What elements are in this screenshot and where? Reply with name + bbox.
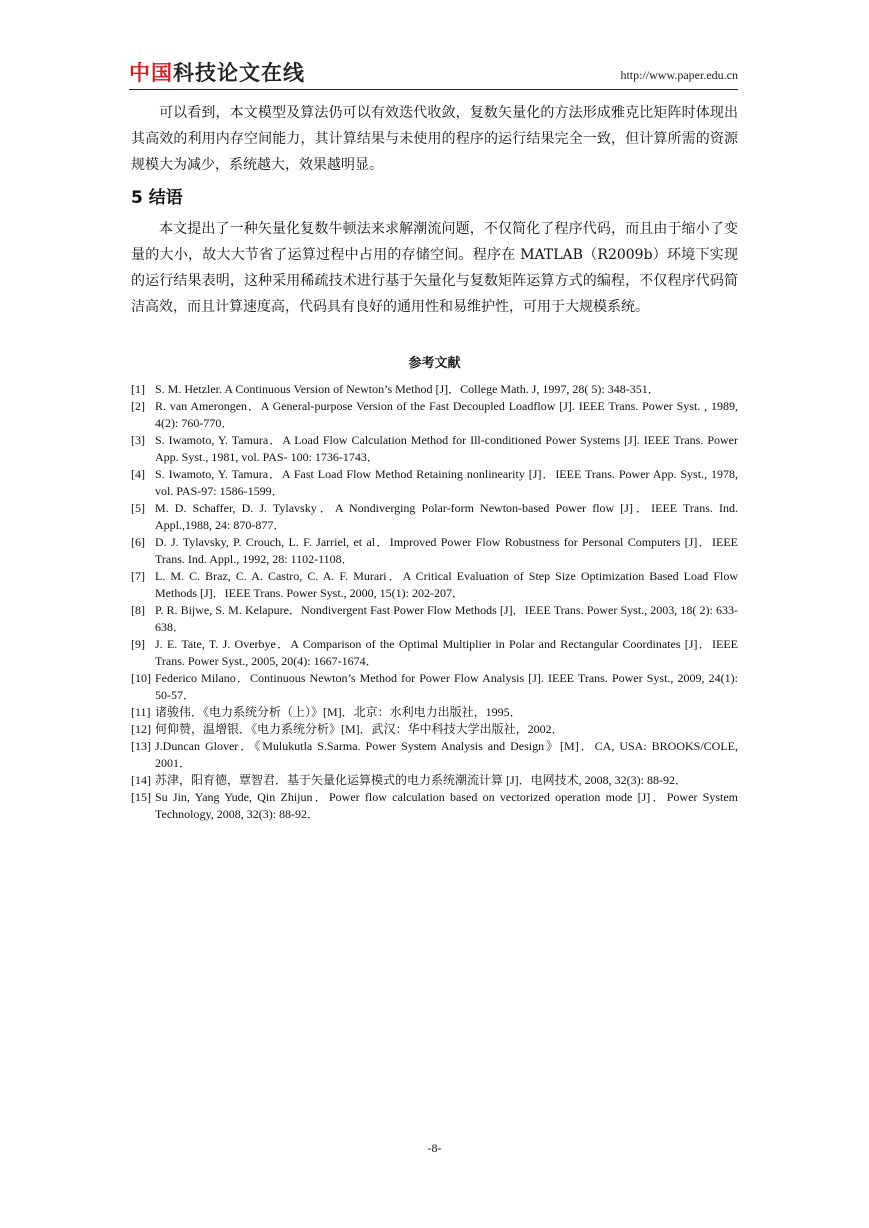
reference-number: [12]: [131, 722, 151, 736]
reference-number: [2]: [131, 399, 145, 413]
reference-item: [131, 466, 738, 500]
reference-number: [10]: [131, 671, 151, 685]
reference-number: [4]: [131, 467, 145, 481]
reference-text: Su Jin, Yang Yude, Qin Zhijun．Power flow calculation based on vectorized operation mode [J]．Power System Technology, 2008, 32(3): 88-92．: [155, 790, 738, 821]
reference-number: [8]: [131, 603, 145, 617]
reference-number: [7]: [131, 569, 145, 583]
reference-number: [5]: [131, 501, 145, 515]
reference-item: [131, 670, 738, 704]
reference-number: [3]: [131, 433, 145, 447]
site-logo: [129, 60, 305, 86]
reference-number: [14]: [131, 773, 151, 787]
reference-text: 苏津，阳育德，覃智君．基于矢量化运算模式的电力系统潮流计算 [J]．电网技术, 2008, 32(3): 88-92．: [155, 773, 687, 787]
reference-item: [131, 738, 738, 772]
header-url[interactable]: http://www.paper.edu.cn: [620, 68, 738, 82]
reference-text: J.Duncan Glover．《Mulukutla S.Sarma. Power System Analysis and Design》[M]．CA, USA: BROOKS/COLE, 2001．: [155, 739, 738, 770]
reference-item: [131, 568, 738, 602]
section-heading: 5 结语: [131, 188, 183, 208]
header-rule: [129, 89, 738, 90]
reference-item: [131, 432, 738, 466]
page-header: [129, 60, 738, 88]
reference-item: [131, 500, 738, 534]
body-paragraph-2: 本文提出了一种矢量化复数牛顿法来求解潮流问题，不仅简化了程序代码，而且由于缩小了变量的大小，故大大节省了运算过程中占用的存储空间。程序在 MATLAB（R2009b）环境下实现的运行结果表明，这种采用稀疏技术进行基于矢量化与复数矩阵运算方式的编程，不仅程序代码简洁高效，而且计算速度高，代码具有良好的通用性和易维护性，可用于大规模系统。: [131, 221, 738, 315]
reference-list: [131, 381, 738, 823]
main-content: [131, 100, 738, 823]
reference-item: [131, 398, 738, 432]
logo-red-text: 中国: [129, 61, 173, 85]
reference-number: [9]: [131, 637, 145, 651]
reference-text: Federico Milano．Continuous Newton’s Method for Power Flow Analysis [J]. IEEE Trans. Power Syst., 2009, 24(1): 50-57．: [155, 671, 738, 702]
reference-text: R. van Amerongen．A General-purpose Version of the Fast Decoupled Loadflow [J]. IEEE Trans. Power Syst. , 1989, 4(2): 760-770．: [155, 399, 738, 430]
reference-number: [13]: [131, 739, 151, 753]
body-paragraph-1: 可以看到，本文模型及算法仍可以有效迭代收敛，复数矢量化的方法形成雅克比矩阵时体现出其高效的利用内存空间能力，其计算结果与未使用的程序的运行结果完全一致，但计算所需的资源规模大为减少，系统越大，效果越明显。: [131, 105, 738, 173]
reference-number: [15]: [131, 790, 151, 804]
reference-item: [131, 381, 738, 398]
reference-item: [131, 772, 738, 789]
reference-text: S. M. Hetzler. A Continuous Version of Newton’s Method [J]．College Math. J, 1997, 28( 5): 348-351．: [155, 382, 660, 396]
page-number: -8-: [427, 1141, 442, 1155]
reference-item: [131, 602, 738, 636]
reference-item: [131, 704, 738, 721]
reference-text: D. J. Tylavsky, P. Crouch, L. F. Jarriel, et al．Improved Power Flow Robustness for Personal Computers [J]．IEEE Trans. Ind. Appl., 1992, 28: 1102-1108．: [155, 535, 738, 566]
reference-text: S. Iwamoto, Y. Tamura．A Fast Load Flow Method Retaining nonlinearity [J]．IEEE Trans. Power App. Syst., 1978, vol. PAS-97: 1586-1599．: [155, 467, 738, 498]
reference-text: S. Iwamoto, Y. Tamura．A Load Flow Calculation Method for Ill-conditioned Power Systems [J]. IEEE Trans. Power App. Syst., 1981, vol. PAS- 100: 1736-1743．: [155, 433, 738, 464]
reference-text: M. D. Schaffer, D. J. Tylavsky．A Nondiverging Polar-form Newton-based Power flow [J]．IEEE Trans. Ind. Appl.,1988, 24: 870-877．: [155, 501, 738, 532]
reference-item: [131, 789, 738, 823]
logo-dark-text: 科技论文在线: [173, 61, 305, 85]
reference-number: [6]: [131, 535, 145, 549]
reference-text: P. R. Bijwe, S. M. Kelapure．Nondivergent Fast Power Flow Methods [J]．IEEE Trans. Power Syst., 2003, 18( 2): 633-638．: [155, 603, 738, 634]
references-title: 参考文献: [408, 356, 461, 371]
reference-text: 诸骏伟．《电力系统分析（上）》[M]．北京：水利电力出版社，1995．: [155, 705, 522, 719]
reference-text: 何仰赞，温增银．《电力系统分析》[M]．武汉：华中科技大学出版社，2002．: [155, 722, 564, 736]
reference-item: [131, 534, 738, 568]
reference-number: [11]: [131, 705, 151, 719]
reference-text: L. M. C. Braz, C. A. Castro, C. A. F. Murari．A Critical Evaluation of Step Size Optimization Based Load Flow Methods [J]．IEEE Trans. Power Syst., 2000, 15(1): 202-207．: [155, 569, 738, 600]
reference-item: [131, 636, 738, 670]
reference-text: J. E. Tate, T. J. Overbye．A Comparison of the Optimal Multiplier in Polar and Rectangular Coordinates [J]．IEEE Trans. Power Syst., 2005, 20(4): 1667-1674．: [155, 637, 738, 668]
reference-item: [131, 721, 738, 738]
reference-number: [1]: [131, 382, 145, 396]
